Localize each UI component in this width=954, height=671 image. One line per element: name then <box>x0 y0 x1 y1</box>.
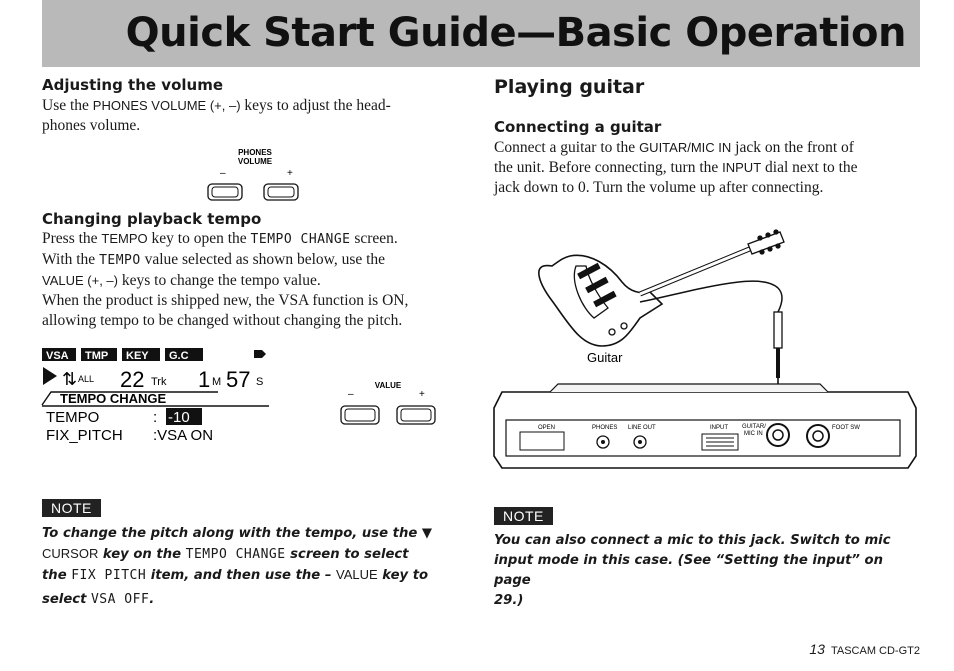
value-minus-key <box>341 406 379 424</box>
lcd-minutes: 1 <box>198 367 211 392</box>
lcd-screen <box>40 345 280 450</box>
lcd-track-number: 22 <box>120 367 145 392</box>
guitar-label: Guitar <box>587 350 623 365</box>
panel-guitar: GUITAR/ <box>742 424 766 430</box>
left-note-text: To change the pitch along with the tempo, use the ▼ CURSOR key on the TEMPO CHANGE screen to select the FIX PITCH item, and then use the – VALUE key to select VSA OFF. <box>42 526 433 607</box>
lcd-tab-tmp: TMP <box>85 350 109 362</box>
right-note-tag: NOTE <box>494 507 553 525</box>
phones-volume-keys-illustration <box>200 146 320 206</box>
volume-heading: Adjusting the volume <box>42 76 223 94</box>
cd-gt2-device-front <box>494 384 916 468</box>
lcd-row-fixpitch-label: FIX_PITCH <box>46 427 123 444</box>
left-note-tag: NOTE <box>42 499 101 517</box>
lcd-m: M <box>212 376 222 388</box>
title-banner <box>42 0 920 67</box>
plug-body <box>774 312 782 348</box>
volume-text: Use the PHONES VOLUME (+, –) keys to adjust the head- phones volume. <box>42 97 391 134</box>
tempo-text: Press the TEMPO key to open the TEMPO CHANGE screen. With the TEMPO value selected as shown below, use the VALUE (+, –) keys to change the tempo value. When the product is shipped new, the VSA function is ON, allowing tempo to be changed without changing the pitch. <box>42 230 409 329</box>
page-footer <box>809 641 920 657</box>
value-minus-label: – <box>348 389 354 400</box>
panel-foot-sw: FOOT SW <box>832 425 860 431</box>
lcd-seconds: 57 <box>226 367 251 392</box>
page-title: Quick Start Guide—Basic Operation <box>125 10 906 56</box>
guitar-image <box>539 230 784 346</box>
lcd-all: ALL <box>78 374 95 384</box>
panel-mic-in: MIC IN <box>744 431 763 437</box>
lcd-tab-key: KEY <box>126 350 149 362</box>
value-plus-label: + <box>419 389 425 400</box>
value-plus-key <box>397 406 435 424</box>
panel-input: INPUT <box>710 425 728 431</box>
brand: TASCAM CD-GT2 <box>830 645 920 657</box>
guitar-connection-illustration <box>490 222 920 472</box>
lcd-tab-gc: G.C <box>169 350 189 362</box>
page-number: 13 <box>809 641 825 657</box>
value-keys-illustration <box>335 378 445 430</box>
value-label: VALUE <box>374 381 402 390</box>
lcd-trk: Trk <box>151 376 167 388</box>
panel-open: OPEN <box>538 425 556 431</box>
tempo-heading: Changing playback tempo <box>42 210 262 228</box>
lcd-row-fixpitch-value: :VSA ON <box>153 427 214 444</box>
lcd-row-tempo-label: TEMPO <box>46 409 100 426</box>
phones-minus-key <box>208 184 242 200</box>
panel-phones: PHONES <box>592 425 618 431</box>
connecting-heading: Connecting a guitar <box>494 118 662 136</box>
right-note-text: You can also connect a mic to this jack. Switch to mic input mode in this case. (See “Setting the input” on page 29.) <box>494 533 891 608</box>
lcd-repeat-icon: ⇅ <box>62 369 78 389</box>
lcd-screen-title: TEMPO CHANGE <box>60 391 167 406</box>
lcd-arrow-icon <box>254 350 266 358</box>
lcd-tab-vsa: VSA <box>46 350 69 362</box>
lcd-play-icon <box>43 367 57 385</box>
plus-label: + <box>287 168 293 179</box>
phones-label: PHONES <box>238 148 272 157</box>
playing-guitar-heading: Playing guitar <box>494 76 645 98</box>
lcd-row-tempo-value: -10 <box>168 409 190 426</box>
connecting-text: Connect a guitar to the GUITAR/MIC IN jack on the front of the unit. Before connecting, turn the INPUT dial next to the jack down to 0. Turn the volume up after connecting. <box>494 139 858 196</box>
lcd-row-tempo-sep: : <box>153 409 158 426</box>
lcd-s: S <box>256 376 264 388</box>
minus-label: – <box>220 168 226 179</box>
phones-plus-key <box>264 184 298 200</box>
volume-label: VOLUME <box>237 157 273 166</box>
plug-tip <box>776 348 780 378</box>
panel-line-out: LINE OUT <box>628 425 656 431</box>
